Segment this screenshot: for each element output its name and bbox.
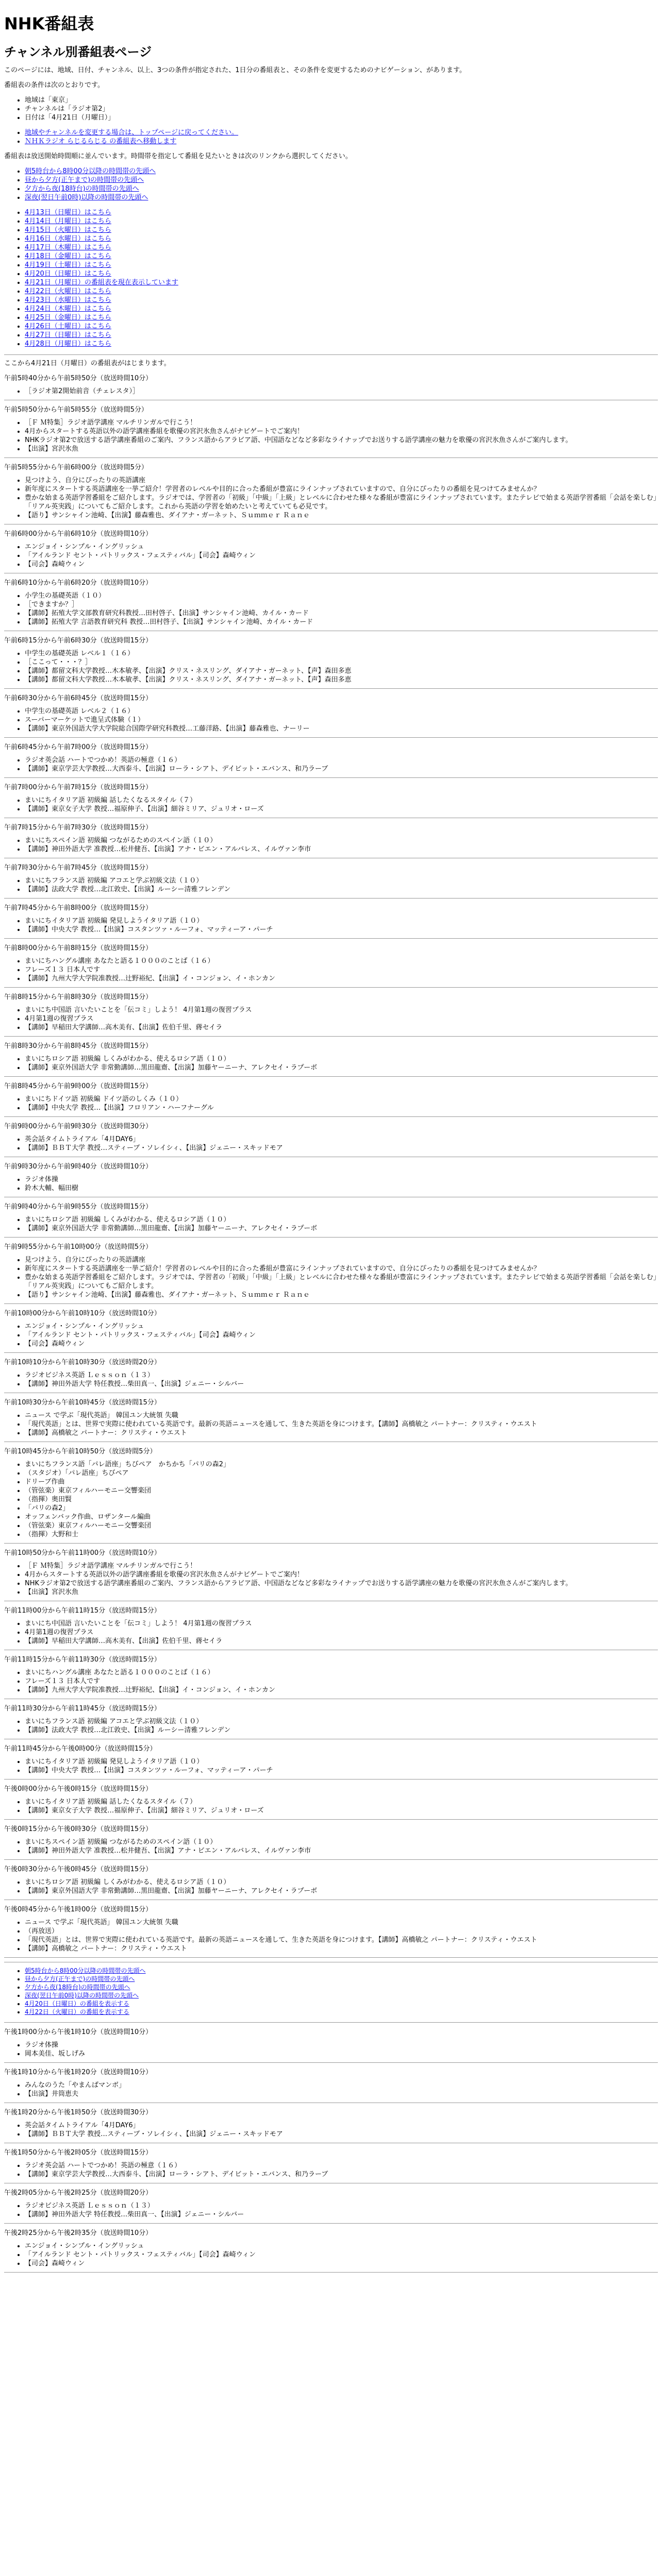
program-block — [4, 743, 658, 778]
program-block — [4, 1655, 658, 1699]
program-block — [4, 1905, 658, 1958]
program-details — [4, 1055, 658, 1072]
program-details — [4, 2081, 658, 2098]
date-link[interactable]: 4月27日（日曜日）はこちら — [25, 331, 111, 339]
program-details — [4, 476, 658, 520]
program-block — [4, 1202, 658, 1238]
program-detail-item: • （管弦楽）東京フィルハーモニー交響楽団 — [25, 1521, 658, 1530]
program-details — [4, 1322, 658, 1348]
program-block — [4, 405, 658, 458]
date-link[interactable]: 4月15日（火曜日）はこちら — [25, 226, 111, 234]
date-link[interactable]: 4月16日（水曜日）はこちら — [25, 235, 111, 243]
divider — [4, 2062, 658, 2063]
program-list — [4, 374, 658, 1958]
page-wrapper — [0, 11, 662, 2273]
program-block — [4, 863, 658, 899]
program-block — [4, 904, 658, 939]
program-detail-item: • 【講師】都留文科大学教授…木本敏孝、【出演】クリス・ネスリング、ダイアナ・ガーネット、【声】森田多恵 — [25, 675, 658, 684]
divider — [4, 1819, 658, 1820]
program-details — [4, 1256, 658, 1299]
change-links — [4, 128, 658, 146]
program-block — [4, 1704, 658, 1739]
program-detail-item: • まいにちドイツ語 初級編 ドイツ語のしくみ（１０） — [25, 1095, 658, 1104]
page-title: NHK番組表 — [4, 14, 94, 33]
program-block — [4, 944, 658, 988]
program-detail-item: • ラジオ体操 — [25, 2041, 658, 2049]
program-details — [4, 591, 658, 626]
program-detail-item: • 【講師】東京外国語大学 非常勤講師…黒田龍齋、【出演】加藤ヤーニーナ、アレクセイ・ラプーボ — [25, 1887, 658, 1895]
hour-link-noon[interactable]: 昼から夕方(正午まで)の時間帯の先頭へ — [25, 1975, 135, 1982]
divider — [4, 898, 658, 899]
program-details — [4, 2201, 658, 2219]
program-detail-item: • 【講師】神田外語大学 特任教授…柴田真一、【出演】ジェニー・シルバー — [25, 1380, 658, 1388]
program-detail-item: • まいにちハングル講座 あなたと語る１０００のことば（１６） — [25, 957, 658, 965]
program-detail-item: • 【講師】都留文科大学教授…木本敏孝、【出演】クリス・ネスリング、ダイアナ・ガーネット、【声】森田多恵 — [25, 667, 658, 675]
program-detail-item: • 【講師】ＢＢＴ大学 教授…スティーブ・ソレイシィ、【出演】ジェニー・スキッドモア — [25, 2130, 658, 2139]
program-detail-item: • 【出演】宮沢氷魚 — [25, 1588, 658, 1597]
program-detail-item: • 「現代英語」とは、世界で実際に使われている英語です。最新の英語ニュースを通して、生きた英語を身につけます。【講師】高橋敏之 パートナー：クリスティ・ウエスト — [25, 1936, 658, 1944]
program-detail-item: • エンジョイ・シンプル・イングリッシュ — [25, 2242, 658, 2250]
back-to-top-link[interactable]: 地域やチャンネルを変更する場合は、トップページに戻ってください。 — [25, 129, 239, 137]
program-details — [4, 917, 658, 934]
program-detail-item: • （再放送） — [25, 1927, 658, 1936]
program-details — [4, 1878, 658, 1895]
program-detail-item: • ［ここって・・・？］ — [25, 658, 658, 667]
condition-date: • 日付は「4月21日（月曜日）」 — [25, 113, 658, 122]
conditions-lead: 番組表の条件は次のとおりです。 — [4, 81, 104, 89]
program-block — [4, 1082, 658, 1117]
program-details — [4, 1838, 658, 1855]
program-time: 午前7時00分から午前7時15分（放送時間15分） — [4, 784, 153, 791]
program-detail-item: • （指揮）大野和士 — [25, 1530, 658, 1539]
program-time: 午前10時50分から午前11時00分（放送時間10分） — [4, 1549, 161, 1557]
program-detail-item: • 【講師】東京学芸大学教授…大西泰斗、【出演】ローラ・シアト、デイビット・エバンス、和乃ラーブ — [25, 765, 658, 773]
program-detail-item: • 中学生の基礎英語 レベル１（１６） — [25, 649, 658, 658]
program-details — [4, 2121, 658, 2139]
program-block — [4, 823, 658, 858]
program-block — [4, 1122, 658, 1157]
date-link[interactable]: 4月14日（月曜日）はこちら — [25, 217, 111, 225]
date-links — [4, 208, 658, 348]
program-detail-item: • まいにちイタリア語 初級編 話したくなるスタイル（７） — [25, 1798, 658, 1806]
program-time: 午前11時30分から午前11時45分（放送時間15分） — [4, 1705, 161, 1713]
program-time: 午後0時30分から午後0時45分（放送時間15分） — [4, 1866, 153, 1873]
program-time: 午前9時00分から午前9時30分（放送時間30分） — [4, 1123, 153, 1130]
program-detail-item: • 【講師】高橋敏之 パートナー：クリスティ・ウエスト — [25, 1944, 658, 1953]
program-block — [4, 1825, 658, 1860]
program-detail-item: • 「パリの森2」 — [25, 1504, 658, 1513]
program-detail-item: • まいにちイタリア語 初級編 発見しようイタリア語（１０） — [25, 917, 658, 925]
hour-link-midnight[interactable]: 深夜(翌日午前0時)以降の時間帯の先頭へ — [25, 194, 148, 201]
program-time: 午前7時15分から午前7時30分（放送時間15分） — [4, 824, 153, 832]
program-detail-item: • 【講師】拓殖大学文部教育研究科教授…田村啓子、【出演】サンシャイン池崎、カイル・カード — [25, 609, 658, 618]
program-time: 午前11時15分から午前11時30分（放送時間15分） — [4, 1656, 161, 1664]
divider — [4, 987, 658, 988]
divider — [4, 688, 658, 689]
program-detail-item: • 「アイルランド セント・パトリックス・フェスティバル」【司会】森崎ウィン — [25, 1331, 658, 1340]
program-detail-item: • 【講師】九州大学大学院准教授…辻野裕紀、【出演】イ・コンジョン、イ・ホンカン — [25, 974, 658, 983]
day-start-text: ここから4月21日（月曜日）の番組表がはじまります。 — [4, 360, 171, 367]
program-block — [4, 783, 658, 818]
program-time: 午前6時00分から午前6時10分（放送時間10分） — [4, 530, 153, 538]
program-detail-item: • 【司会】森崎ウィン — [25, 1340, 658, 1348]
program-time: 午前10時30分から午前10時45分（放送時間15分） — [4, 1399, 161, 1406]
condition-channel: • チャンネルは「ラジオ第2」 — [25, 105, 658, 113]
divider — [4, 457, 658, 458]
program-detail-item: • 【講師】中央大学 教授…【出演】コスタンツァ・ルーフォ、マッティーア・パーチ — [25, 925, 658, 934]
program-detail-item: • スーパーマーケットで進呈式体験（１） — [25, 716, 658, 724]
program-block — [4, 2108, 658, 2143]
program-detail-item: • まいにちロシア語 初級編 しくみがわかる、使えるロシア語（１０） — [25, 1055, 658, 1063]
divider — [4, 737, 658, 738]
program-block — [4, 1785, 658, 1820]
program-detail-item: • まいにちイタリア語 初級編 話したくなるスタイル（７） — [25, 796, 658, 805]
program-detail-item: • 【講師】東京女子大学 教授…福原伸子、【出演】細谷ミリア、ジュリオ・ローズ — [25, 1806, 658, 1815]
program-time: 午前6時45分から午前7時00分（放送時間15分） — [4, 743, 153, 751]
program-details — [4, 387, 658, 396]
program-detail-item: • まいにちスペイン語 初級編 つながるためのスペイン語（１０） — [25, 1838, 658, 1846]
program-time: 午前6時15分から午前6時30分（放送時間15分） — [4, 637, 153, 645]
divider — [4, 1352, 658, 1353]
program-detail-item: • まいにちロシア語 初級編 しくみがわかる、使えるロシア語（１０） — [25, 1215, 658, 1224]
date-link[interactable]: 4月22日（火曜日）はこちら — [25, 287, 111, 295]
program-detail-item: • まいにちフランス語 初級編 アコエと学ぶ初級文法（１０） — [25, 1717, 658, 1726]
program-time: 午前5時50分から午前5時55分（放送時間5分） — [4, 406, 148, 414]
divider — [4, 777, 658, 778]
date-link[interactable]: 4月25日（金曜日）はこちら — [25, 314, 111, 321]
program-detail-item: • ニュース で学ぶ「現代英語」 韓国ユン大統領 失職 — [25, 1918, 658, 1927]
program-detail-item: • 【講師】早稲田大学講師…高木美有、【出演】佐伯千里、蔣セイラ — [25, 1023, 658, 1032]
program-detail-item: • 見つけよう、自分にぴったりの英語講座 — [25, 1256, 658, 1264]
date-link[interactable]: 4月23日（水曜日）はこちら — [25, 296, 111, 304]
divider — [4, 1303, 658, 1304]
program-detail-item: • 【講師】東京学芸大学教授…大西泰斗、【出演】ローラ・シアト、デイビット・エバンス、和乃ラーブ — [25, 2170, 658, 2179]
program-time: 午後2時05分から午後2時25分（放送時間20分） — [4, 2189, 153, 2197]
program-details — [4, 1757, 658, 1775]
program-details — [4, 2041, 658, 2058]
program-detail-item: • （管弦楽）東京フィルハーモニー交響楽団 — [25, 1486, 658, 1495]
program-detail-item: • フレーズ１３ 日本人です — [25, 1677, 658, 1686]
date-link[interactable]: 4月13日（日曜日）はこちら — [25, 209, 111, 216]
condition-region: • 地域は「東京」 — [25, 96, 658, 105]
program-detail-item: • 見つけよう、自分にぴったりの英語講座 — [25, 476, 658, 485]
divider — [4, 1957, 658, 1958]
program-detail-item: • まいにちフランス語「パレ語座」ちびペア かちかち「パリの森2」 — [25, 1460, 658, 1469]
divider — [4, 1076, 658, 1077]
divider — [4, 1116, 658, 1117]
conditions-list — [4, 96, 658, 122]
divider — [4, 1543, 658, 1544]
program-details — [4, 836, 658, 854]
program-detail-item: • 【講師】中央大学 教授…【出演】フロリアン・ハーフナーグル — [25, 1104, 658, 1112]
program-detail-item: • ドリーブ作曲 — [25, 1478, 658, 1486]
divider — [4, 938, 658, 939]
program-block — [4, 2229, 658, 2273]
program-detail-item: • 【講師】法政大学 教授…北江敦史、【出演】ルーシー清雅フレンデン — [25, 1726, 658, 1735]
program-detail-item: • エンジョイ・シンプル・イングリッシュ — [25, 543, 658, 551]
program-details — [4, 1175, 658, 1193]
program-time: 午前5時55分から午前6時00分（放送時間5分） — [4, 464, 148, 471]
program-detail-item: • ［ラジオ第2開始前音（チェレスタ）］ — [25, 387, 658, 396]
program-detail-item: • ラジオ英会話 ハートでつかめ！英語の極意（１６） — [25, 2161, 658, 2170]
divider — [4, 1036, 658, 1037]
program-block — [4, 993, 658, 1037]
program-block — [4, 1865, 658, 1900]
program-detail-item: • 鈴木大輔、幅田樹 — [25, 1184, 658, 1193]
program-time: 午前7時30分から午前7時45分（放送時間15分） — [4, 864, 153, 872]
program-detail-item: • まいにちロシア語 初級編 しくみがわかる、使えるロシア語（１０） — [25, 1878, 658, 1887]
hour-link-midnight[interactable]: 深夜(翌日午前0時)以降の時間帯の先頭へ — [25, 1992, 139, 1999]
program-time: 午前11時45分から午後0時00分（放送時間15分） — [4, 1745, 157, 1753]
program-block — [4, 2028, 658, 2063]
program-detail-item: • 英会話タイムトライアル「4月DAY6」 — [25, 2121, 658, 2130]
program-block — [4, 1398, 658, 1442]
program-block — [4, 1744, 658, 1780]
program-detail-item: • 【語り】サンシャイン池崎、【出演】藤森雅也、ダイアナ・ガーネット、Ｓｕｍｍｅｒ Ｒａｎｅ — [25, 511, 658, 520]
program-details — [4, 1668, 658, 1694]
program-details — [4, 1460, 658, 1539]
hour-links-bottom — [4, 1967, 658, 2016]
program-block — [4, 1309, 658, 1353]
program-detail-item: • 「アイルランド セント・パトリックス・フェスティバル」【司会】森崎ウィン — [25, 551, 658, 560]
divider — [4, 2022, 658, 2023]
date-link[interactable]: 4月17日（木曜日）はこちら — [25, 244, 111, 251]
program-detail-item: • まいにちイタリア語 初級編 発見しようイタリア語（１０） — [25, 1757, 658, 1766]
program-detail-item: • ラジオ体操 — [25, 1175, 658, 1184]
program-detail-item: • NHKラジオ第2で放送する語学講座番組のご案内、フランス語からアラビア語、中国語などなど多彩なライナップでお送りする語学講座の魅力を歌優の宮沢氷魚さんがご案内します。 — [25, 1579, 658, 1588]
program-detail-item: • 【講師】早稲田大学講師…高木美有、【出演】佐伯千里、蔣セイラ — [25, 1637, 658, 1646]
program-time: 午後0時00分から午後0時15分（放送時間15分） — [4, 1785, 153, 1793]
program-detail-item: • 【司会】森崎ウィン — [25, 2259, 658, 2268]
program-detail-item: • （スタジオ）「パレ語座」ちびペア — [25, 1469, 658, 1478]
program-time: 午前9時40分から午前9時55分（放送時間15分） — [4, 1203, 153, 1211]
hour-link-morning[interactable]: 朝5時台から8時00分以降の時間帯の先頭へ — [25, 1967, 146, 1974]
program-time: 午後0時45分から午後1時00分（放送時間15分） — [4, 1906, 153, 1913]
program-block — [4, 530, 658, 573]
program-detail-item: • 岡本美佳、坂しげみ — [25, 2049, 658, 2058]
program-detail-item: • 【講師】高橋敏之 パートナー：クリスティ・ウエスト — [25, 1429, 658, 1437]
program-detail-item: • まいにちスペイン語 初級編 つながるためのスペイン語（１０） — [25, 836, 658, 845]
program-details — [4, 649, 658, 684]
date-link[interactable]: 4月20日（日曜日）はこちら — [25, 270, 111, 278]
program-block — [4, 636, 658, 689]
program-time: 午前8時30分から午前8時45分（放送時間15分） — [4, 1042, 153, 1050]
program-detail-item: • 【講師】ＢＢＴ大学 教授…スティーブ・ソレイシィ、【出演】ジェニー・スキッドモア — [25, 1144, 658, 1153]
program-detail-item: • 【講師】東京外国語大学 非常勤講師…黒田龍齋、【出演】加藤ヤーニーナ、アレクセイ・ラプーボ — [25, 1063, 658, 1072]
hour-link-evening[interactable]: 夕方から夜(18時台)の時間帯の先頭へ — [25, 1984, 130, 1991]
program-detail-item: • 4月第1週の復習プラス — [25, 1014, 658, 1023]
hour-link-noon[interactable]: 昼から夕方(正午まで)の時間帯の先頭へ — [25, 176, 144, 184]
program-time: 午前10時00分から午前10時10分（放送時間10分） — [4, 1310, 161, 1317]
program-time: 午後0時15分から午後0時30分（放送時間15分） — [4, 1825, 153, 1833]
date-link[interactable]: 4月18日（金曜日）はこちら — [25, 252, 111, 260]
program-block — [4, 2189, 658, 2224]
program-detail-item: • 【出演】宮沢氷魚 — [25, 445, 658, 453]
divider — [4, 2223, 658, 2224]
program-detail-item: • 【講師】中央大学 教授…【出演】コスタンツァ・ルーフォ、マッティーア・パーチ — [25, 1766, 658, 1775]
program-block — [4, 579, 658, 631]
program-block — [4, 694, 658, 738]
program-detail-item: • 豊かな始まる英語学習番組をご紹介します。ラジオでは、学習者の「初級」「中級」「上級」とレベルに合わせた様々な番組が豊富にラインナップされています。またテレビで始まる英語学習番組「会話を楽しむ」「リアル英実践」についてもご紹介します。これから英語の学習を始めたいと考えていても必見です。 — [25, 494, 658, 511]
program-time: 午後2時25分から午後2時35分（放送時間10分） — [4, 2229, 153, 2237]
program-block — [4, 2068, 658, 2103]
program-detail-item: • 【講師】東京外国語大学 非常勤講師…黒田龍齋、【出演】加藤ヤーニーナ、アレクセイ・ラプーボ — [25, 1224, 658, 1233]
program-detail-item: • 「アイルランド セント・パトリックス・フェスティバル」【司会】森崎ウィン — [25, 2250, 658, 2259]
divider — [4, 1859, 658, 1860]
program-detail-item: • エンジョイ・シンプル・イングリッシュ — [25, 1322, 658, 1331]
divider — [4, 1237, 658, 1238]
radiru-link[interactable]: ＮＨＫラジオ らじるらじる の番組表へ移動します — [25, 138, 177, 145]
program-detail-item: • ［Ｆ Ｍ特集］ラジオ語学講座 マルチリンガルで行こう！ — [25, 418, 658, 427]
program-detail-item: • 新年度にスタートする英語講座を一挙ご紹介！学習者のレベルや目的に合った番組が豊富にラインナップされていますので、自分にぴったりの番組を見つけてみませんか？ — [25, 1264, 658, 1273]
program-detail-item: • 「現代英語」とは、世界で実際に使われている英語です。最新の英語ニュースを通して、生きた英語を身につけます。【講師】高橋敏之 パートナー：クリスティ・ウエスト — [25, 1420, 658, 1429]
program-detail-item: • まいにちハングル講座 あなたと語る１０００のことば（１６） — [25, 1668, 658, 1677]
program-details — [4, 1135, 658, 1153]
program-details — [4, 2242, 658, 2268]
next-day-link[interactable]: 4月22日（火曜日）の番組を表示する — [25, 2008, 129, 2015]
program-details — [4, 1215, 658, 1233]
program-details — [4, 1918, 658, 1953]
program-detail-item: • 英会話タイムトライアル「4月DAY6」 — [25, 1135, 658, 1144]
program-detail-item: • 【講師】神田外語大学 准教授…松井健吾、【出演】アナ・ビエン・アルバレス、イルヴァン李市 — [25, 1846, 658, 1855]
program-time: 午前10時10分から午前10時30分（放送時間20分） — [4, 1359, 161, 1366]
program-detail-item: • ラジオビジネス英語 Ｌｅｓｓｏｎ（１３） — [25, 1371, 658, 1380]
program-detail-item: • 【司会】森崎ウィン — [25, 560, 658, 569]
page-subtitle: チャンネル別番組表ページ — [4, 45, 152, 59]
divider — [4, 1779, 658, 1780]
program-detail-item: • ニュース で学ぶ「現代英語」 韓国ユン大統領 失職 — [25, 1411, 658, 1420]
date-link[interactable]: 4月19日（土曜日）はこちら — [25, 261, 111, 269]
program-time: 午前10時45分から午前10時50分（放送時間5分） — [4, 1448, 157, 1455]
program-detail-item: • まいにち中国語 言いたいことを「伝コミ」しよう！ 4月第1週の復習プラス — [25, 1619, 658, 1628]
program-detail-item: • 4月からスタートする英語以外の語学講座番組を歌優の宮沢氷魚さんがナビゲートでご案内！ — [25, 1570, 658, 1579]
program-time: 午後1時20分から午後1時50分（放送時間30分） — [4, 2109, 153, 2116]
program-detail-item: • ［できますか？］ — [25, 600, 658, 609]
program-block — [4, 2148, 658, 2183]
program-detail-item: • 【出演】井筒恵夫 — [25, 2090, 658, 2098]
program-time: 午前6時30分から午前6時45分（放送時間15分） — [4, 694, 153, 702]
program-block — [4, 1358, 658, 1393]
program-detail-item: • オッフェンバック作曲、ロザンタール編曲 — [25, 1513, 658, 1521]
program-details — [4, 1095, 658, 1112]
program-details — [4, 1717, 658, 1735]
program-time: 午前8時00分から午前8時15分（放送時間15分） — [4, 944, 153, 952]
hour-lead: 番組表は放送開始時間順に並んでいます。時間帯を指定して番組を見たいときは次のリンクから選択してください。 — [4, 152, 352, 160]
program-detail-item: • フレーズ１３ 日本人です — [25, 965, 658, 974]
program-time: 午後1時10分から午後1時20分（放送時間10分） — [4, 2069, 153, 2076]
program-detail-item: • NHKラジオ第2で放送する語学講座番組のご案内、フランス語からアラビア語、中国語などなど多彩なライナップでお送りする語学講座の魅力を歌優の宮沢氷魚さんがご案内します。 — [25, 436, 658, 445]
program-detail-item: • 豊かな始まる英語学習番組をご紹介します。ラジオでは、学習者の「初級」「中級」「上級」とレベルに合わせた様々な番組が豊富にラインナップされています。またテレビで始まる英語学習番組「会話を楽しむ」「リアル英実践」についてもご紹介します。 — [25, 1273, 658, 1291]
program-detail-item: • ［Ｆ Ｍ特集］ラジオ語学講座 マルチリンガルで行こう！ — [25, 1562, 658, 1570]
program-details — [4, 1371, 658, 1388]
hour-link-evening[interactable]: 夕方から夜(18時台)の時間帯の先頭へ — [25, 185, 139, 193]
program-detail-item: • 【講師】神田外語大学 准教授…松井健吾、【出演】アナ・ビエン・アルバレス、イルヴァン李市 — [25, 845, 658, 854]
program-time: 午前7時45分から午前8時00分（放送時間15分） — [4, 904, 153, 912]
program-time: 午前8時45分から午前9時00分（放送時間15分） — [4, 1082, 153, 1090]
prev-day-link[interactable]: 4月20日（日曜日）の番組を表示する — [25, 2000, 129, 2007]
date-link[interactable]: 4月26日（土曜日）はこちら — [25, 323, 111, 330]
program-block — [4, 374, 658, 400]
program-details — [4, 1798, 658, 1815]
program-detail-item: • まいにち中国語 言いたいことを「伝コミ」しよう！ 4月第1週の復習プラス — [25, 1006, 658, 1014]
program-list-afternoon — [4, 2028, 658, 2273]
program-block — [4, 1447, 658, 1544]
program-details — [4, 1006, 658, 1032]
program-details — [4, 796, 658, 814]
program-time: 午前5時40分から午前5時50分（放送時間10分） — [4, 375, 153, 382]
program-detail-item: • 【講師】法政大学 教授…北江敦史、【出演】ルーシー清雅フレンデン — [25, 885, 658, 894]
program-details — [4, 876, 658, 894]
divider — [4, 2272, 658, 2273]
program-block — [4, 463, 658, 524]
program-detail-item: • みんなのうた「やまんばマンボ」 — [25, 2081, 658, 2090]
program-detail-item: • 【語り】サンシャイン池崎、【出演】藤森雅也、ダイアナ・ガーネット、Ｓｕｍｍｅｒ Ｒａｎｅ — [25, 1291, 658, 1299]
hour-link-morning[interactable]: 朝5時台から8時00分以降の時間帯の先頭へ — [25, 167, 156, 175]
program-time: 午前9時55分から午前10時00分（放送時間5分） — [4, 1243, 153, 1251]
program-details — [4, 756, 658, 773]
program-time: 午前6時10分から午前6時20分（放送時間10分） — [4, 579, 153, 587]
program-block — [4, 1042, 658, 1077]
program-block — [4, 1606, 658, 1650]
date-link[interactable]: 4月24日（木曜日）はこちら — [25, 305, 111, 313]
program-detail-item: • 小学生の基礎英語（１０） — [25, 591, 658, 600]
date-link-current[interactable]: 4月21日（月曜日）の番組表を現在表示しています — [25, 279, 178, 286]
date-link[interactable]: 4月28日（月曜日）はこちら — [25, 340, 111, 348]
intro-text: このページには、地域、日付、チャンネル、以上、3つの条件が指定された、1日分の番組表と、その条件を変更するためのナビゲーション、があります。 — [4, 66, 466, 74]
program-time: 午前11時00分から午前11時15分（放送時間15分） — [4, 1607, 161, 1615]
program-detail-item: • 【講師】東京外国語大学大学院総合国際学研究科教授…工藤洋路、【出演】藤森雅也、ナーリー — [25, 724, 658, 733]
program-details — [4, 707, 658, 733]
program-details — [4, 418, 658, 453]
program-time: 午前8時15分から午前8時30分（放送時間15分） — [4, 993, 153, 1001]
program-detail-item: • 【講師】拓殖大学 言語教育研究科 教授…田村啓子、【出演】サンシャイン池崎、カイル・カード — [25, 618, 658, 626]
program-block — [4, 1549, 658, 1601]
program-detail-item: • 【講師】神田外語大学 特任教授…柴田真一、【出演】ジェニー・シルバー — [25, 2210, 658, 2219]
program-detail-item: • 新年度にスタートする英語講座を一挙ご紹介！学習者のレベルや目的に合った番組が豊富にラインナップされていますので、自分にぴったりの番組を見つけてみませんか？ — [25, 485, 658, 494]
divider — [4, 354, 658, 355]
program-details — [4, 2161, 658, 2179]
program-detail-item: • 【講師】東京女子大学 教授…福原伸子、【出演】細谷ミリア、ジュリオ・ローズ — [25, 805, 658, 814]
program-detail-item: • ラジオビジネス英語 Ｌｅｓｓｏｎ（１３） — [25, 2201, 658, 2210]
program-detail-item: • まいにちフランス語 初級編 アコエと学ぶ初級文法（１０） — [25, 876, 658, 885]
program-details — [4, 1562, 658, 1597]
program-details — [4, 1411, 658, 1437]
program-detail-item: • （指揮）奥田賢 — [25, 1495, 658, 1504]
program-details — [4, 957, 658, 983]
program-time: 午前9時30分から午前9時40分（放送時間10分） — [4, 1163, 153, 1171]
program-block — [4, 1243, 658, 1304]
program-detail-item: • 4月からスタートする英語以外の語学講座番組を歌優の宮沢氷魚さんがナビゲートでご案内！ — [25, 427, 658, 436]
program-details — [4, 543, 658, 569]
program-block — [4, 1162, 658, 1197]
program-time: 午後1時50分から午後2時05分（放送時間15分） — [4, 2149, 153, 2157]
program-time: 午後1時00分から午後1時10分（放送時間10分） — [4, 2028, 153, 2036]
program-detail-item: • 【講師】九州大学大学院准教授…辻野裕紀、【出演】イ・コンジョン、イ・ホンカン — [25, 1686, 658, 1694]
program-details — [4, 1619, 658, 1646]
hour-links — [4, 167, 658, 202]
program-detail-item: • 4月第1週の復習プラス — [25, 1628, 658, 1637]
program-detail-item: • 中学生の基礎英語 レベル２（１６） — [25, 707, 658, 716]
program-detail-item: • ラジオ英会話 ハートでつかめ！英語の極意（１６） — [25, 756, 658, 765]
